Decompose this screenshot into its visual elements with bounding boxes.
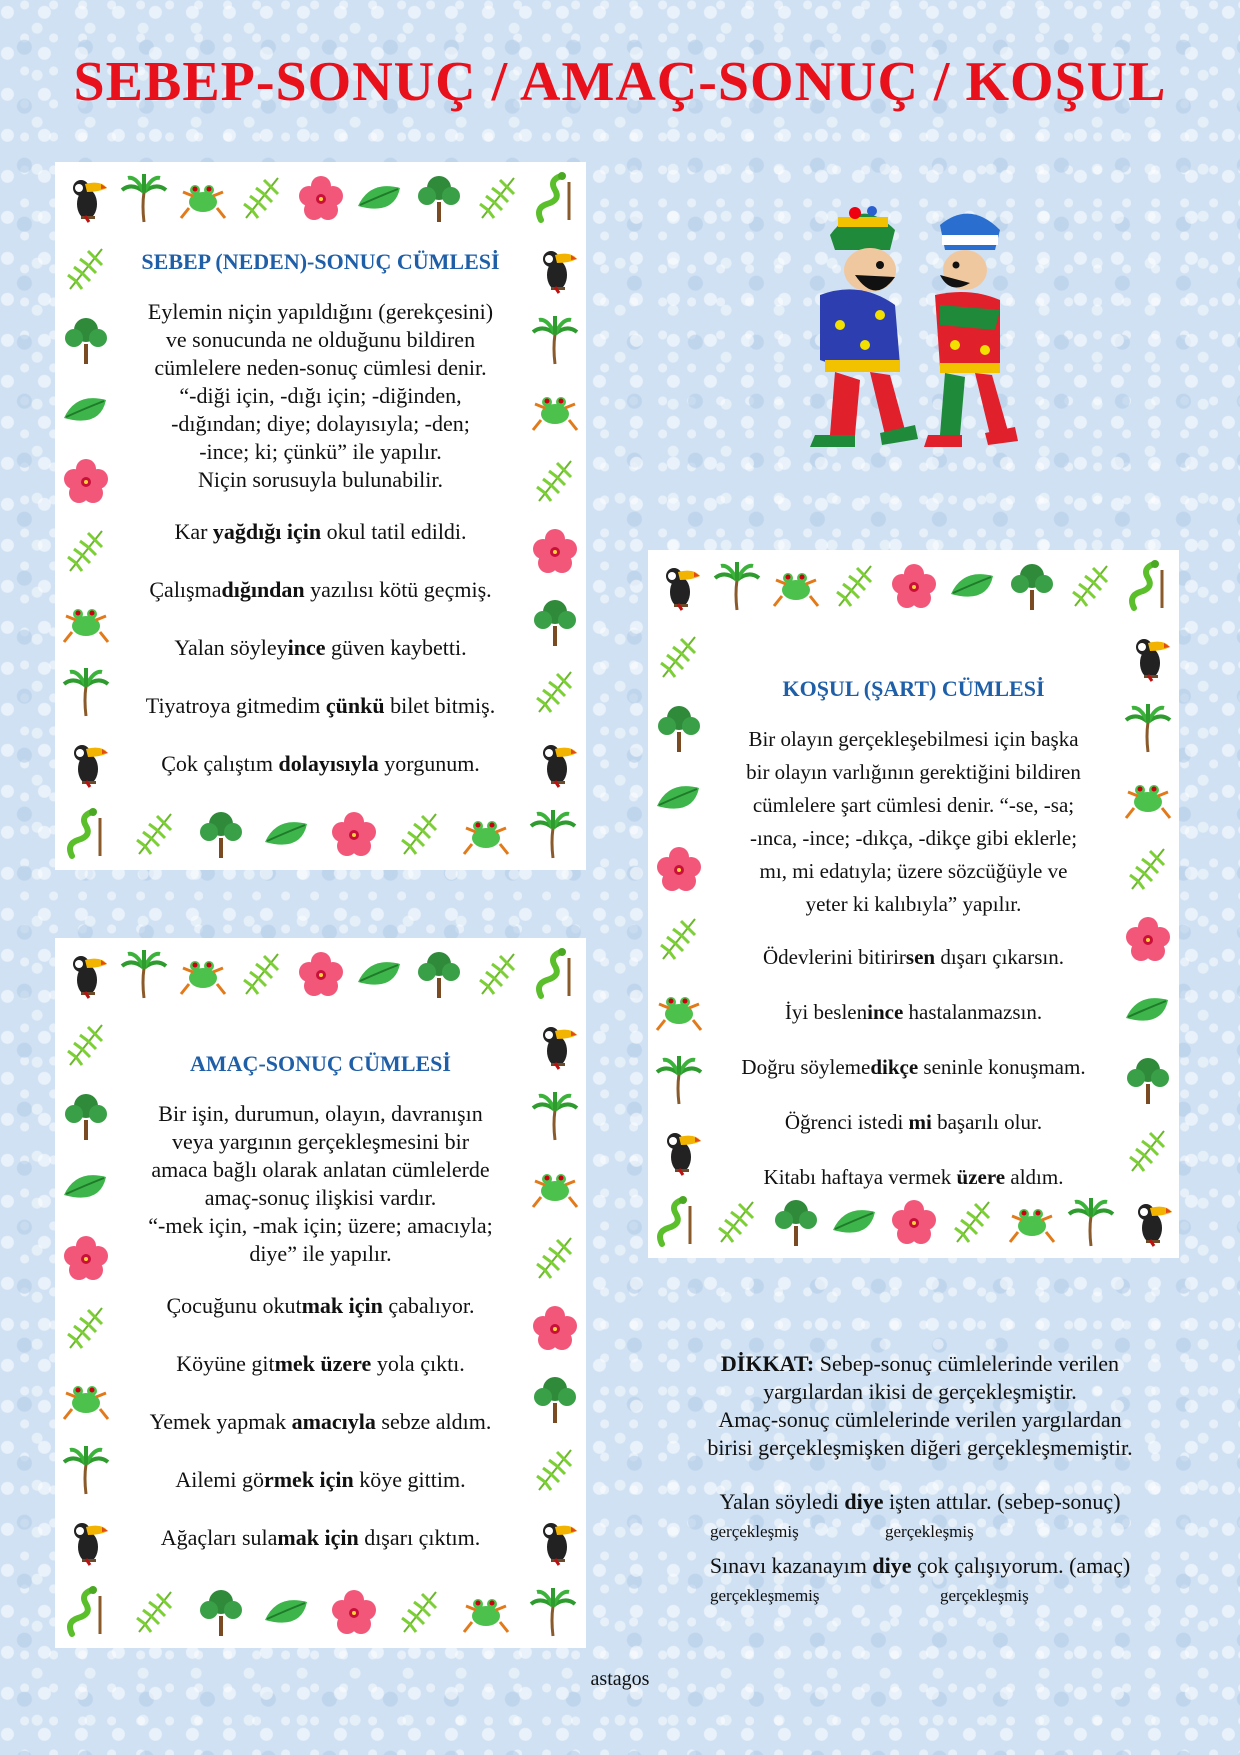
- palm-tree-icon: [529, 1090, 581, 1142]
- snake-icon: [62, 808, 114, 860]
- tree-icon: [60, 1090, 112, 1142]
- fern-leaf-icon: [472, 172, 524, 224]
- example-sentence: Ailemi görmek için köye gittim.: [175, 1467, 466, 1492]
- leaf-icon: [653, 772, 705, 824]
- tree-icon: [195, 808, 247, 860]
- fern-leaf-icon: [394, 1586, 446, 1638]
- palm-tree-icon: [527, 1586, 579, 1638]
- fern-leaf-icon: [129, 1586, 181, 1638]
- fern-leaf-icon: [711, 1196, 763, 1248]
- note-example-1: Yalan söyledi diye işten attılar. (sebep-sonuç) gerçekleşmiş gerçekleşmiş: [650, 1488, 1190, 1544]
- tree-icon: [770, 1196, 822, 1248]
- card-heading: SEBEP (NEDEN)-SONUÇ CÜMLESİ: [141, 249, 500, 274]
- fern-leaf-icon: [529, 666, 581, 718]
- card-heading: AMAÇ-SONUÇ CÜMLESİ: [190, 1051, 451, 1076]
- leaf-icon: [947, 560, 999, 612]
- hibiscus-flower-icon: [328, 1586, 380, 1638]
- page-title: SEBEP-SONUÇ / AMAÇ-SONUÇ / KOŞUL: [73, 51, 1167, 113]
- attention-text: Sebep-sonuç cümlelerinde verilen yargılardan ikisi de gerçekleşmiştir. Amaç-sonuç cümlelerinde verilen yargılardan birisi gerçekleşmişken diğeri gerçekleşmemiştir.: [707, 1351, 1133, 1460]
- palm-tree-icon: [118, 172, 170, 224]
- attention-note: [650, 1350, 1190, 1608]
- tree-icon: [529, 596, 581, 648]
- fern-leaf-icon: [947, 1196, 999, 1248]
- hibiscus-flower-icon: [653, 843, 705, 895]
- example-sentence: Çok çalıştım dolayısıyla yorgunum.: [161, 751, 480, 776]
- frog-icon: [460, 808, 512, 860]
- palm-tree-icon: [60, 1444, 112, 1496]
- toucan-icon: [1124, 1196, 1176, 1248]
- leaf-icon: [829, 1196, 881, 1248]
- card-amac-sonuc: [55, 938, 586, 1648]
- toucan-icon: [60, 1515, 112, 1567]
- example-sentence: Çocuğunu okutmak için çabalıyor.: [166, 1293, 475, 1318]
- fern-leaf-icon: [394, 808, 446, 860]
- fern-leaf-icon: [653, 913, 705, 965]
- palm-tree-icon: [60, 666, 112, 718]
- fern-leaf-icon: [1065, 560, 1117, 612]
- snake-icon: [531, 172, 583, 224]
- tree-icon: [1006, 560, 1058, 612]
- tree-icon: [529, 1373, 581, 1425]
- hibiscus-flower-icon: [60, 455, 112, 507]
- tag-not-realized: gerçekleşmemiş: [710, 1586, 820, 1605]
- card-description: Bir olayın gerçekleşebilmesi için başka bir olayın varlığının gerektiğini bildiren cümlelere şart cümlesi denir. “-se, -sa; -ınca, -ince; -dıkça, -dikçe gibi eklerle; mı, mi edatıyla; üzere sözcüğüyle ve yeter ki kalıbıyla” yapılır.: [746, 727, 1081, 916]
- palm-tree-icon: [1065, 1196, 1117, 1248]
- example-sentence: Köyüne gitmek üzere yola çıktı.: [176, 1351, 465, 1376]
- example-sentence: Kitabı haftaya vermek üzere aldım.: [763, 1165, 1064, 1189]
- snake-icon: [652, 1196, 704, 1248]
- frog-icon: [1006, 1196, 1058, 1248]
- toucan-icon: [59, 172, 111, 224]
- toucan-icon: [59, 948, 111, 1000]
- example-sentence: Ödevlerini bitirirsen dışarı çıkarsın.: [763, 945, 1064, 969]
- fern-leaf-icon: [60, 525, 112, 577]
- tag-realized: gerçekleşmiş: [885, 1522, 974, 1541]
- fern-leaf-icon: [653, 631, 705, 683]
- toucan-icon: [652, 560, 704, 612]
- palm-tree-icon: [527, 808, 579, 860]
- fern-leaf-icon: [129, 808, 181, 860]
- fern-leaf-icon: [529, 1444, 581, 1496]
- card-description: Bir işin, durumun, olayın, davranışın veya yargının gerçekleşmesini bir amaca bağlı olarak anlatan cümlelerde amaç-sonuç ilişkisi vardır. “-mek için, -mak için; üzere; amacıyla; diye” ile yapılır.: [148, 1101, 493, 1266]
- hibiscus-flower-icon: [295, 172, 347, 224]
- hibiscus-flower-icon: [328, 808, 380, 860]
- note-example-2: Sınavı kazanayım diye çok çalışıyorum. (amaç) gerçekleşmemiş gerçekleşmiş: [650, 1552, 1190, 1608]
- snake-icon: [531, 948, 583, 1000]
- tree-icon: [60, 314, 112, 366]
- leaf-icon: [60, 1161, 112, 1213]
- leaf-icon: [1122, 984, 1174, 1036]
- fern-leaf-icon: [529, 1232, 581, 1284]
- palm-tree-icon: [653, 1054, 705, 1106]
- card-heading: KOŞUL (ŞART) CÜMLESİ: [782, 676, 1045, 701]
- attention-label: DİKKAT:: [720, 1351, 815, 1376]
- fern-leaf-icon: [1122, 1125, 1174, 1177]
- toucan-icon: [529, 243, 581, 295]
- palm-tree-icon: [711, 560, 763, 612]
- example-sentence: Yemek yapmak amacıyla sebze aldım.: [149, 1409, 492, 1434]
- tree-icon: [653, 702, 705, 754]
- hibiscus-flower-icon: [888, 560, 940, 612]
- toucan-icon: [529, 737, 581, 789]
- tree-icon: [413, 948, 465, 1000]
- snake-icon: [1124, 560, 1176, 612]
- fern-leaf-icon: [472, 948, 524, 1000]
- snake-icon: [62, 1586, 114, 1638]
- leaf-icon: [60, 384, 112, 436]
- card-sebep-sonuc: [55, 162, 586, 870]
- palm-tree-icon: [1122, 702, 1174, 754]
- fern-leaf-icon: [60, 1302, 112, 1354]
- leaf-icon: [261, 808, 313, 860]
- leaf-icon: [261, 1586, 313, 1638]
- example-sentence: Çalışmadığından yazılısı kötü geçmiş.: [149, 577, 492, 602]
- hibiscus-flower-icon: [295, 948, 347, 1000]
- fern-leaf-icon: [829, 560, 881, 612]
- toucan-icon: [529, 1019, 581, 1071]
- example-sentence: İyi beslenince hastalanmazsın.: [784, 1000, 1043, 1024]
- fern-leaf-icon: [529, 455, 581, 507]
- leaf-icon: [354, 948, 406, 1000]
- palm-tree-icon: [529, 314, 581, 366]
- leaf-icon: [354, 172, 406, 224]
- frog-icon: [529, 1161, 581, 1213]
- frog-icon: [177, 948, 229, 1000]
- frog-icon: [460, 1586, 512, 1638]
- frog-icon: [177, 172, 229, 224]
- toucan-icon: [653, 1125, 705, 1177]
- toucan-icon: [529, 1515, 581, 1567]
- tag-realized: gerçekleşmiş: [940, 1586, 1029, 1605]
- fern-leaf-icon: [60, 243, 112, 295]
- palm-tree-icon: [118, 948, 170, 1000]
- example-sentence: Doğru söylemedikçe seninle konuşmam.: [741, 1055, 1086, 1079]
- fern-leaf-icon: [1122, 843, 1174, 895]
- hibiscus-flower-icon: [529, 525, 581, 577]
- example-sentence: Öğrenci istedi mi başarılı olur.: [784, 1110, 1043, 1134]
- toucan-icon: [1122, 631, 1174, 683]
- example-sentence: Kar yağdığı için okul tatil edildi.: [174, 519, 467, 544]
- frog-icon: [770, 560, 822, 612]
- tree-icon: [195, 1586, 247, 1638]
- toucan-icon: [60, 737, 112, 789]
- fern-leaf-icon: [236, 948, 288, 1000]
- example-sentence: Ağaçları sulamak için dışarı çıktım.: [160, 1525, 481, 1550]
- hibiscus-flower-icon: [529, 1302, 581, 1354]
- card-description: Eylemin niçin yapıldığını (gerekçesini) ve sonucunda ne olduğunu bildiren cümlelere neden-sonuç cümlesi denir. “-diği için, -dığı için; -diğinden, -dığından; diye; dolayısıyla; -den; -ince; ki; çünkü” ile yapılır. Niçin sorusuyla bulunabilir.: [147, 299, 494, 492]
- tag-realized: gerçekleşmiş: [710, 1522, 799, 1541]
- hibiscus-flower-icon: [60, 1232, 112, 1284]
- fern-leaf-icon: [60, 1019, 112, 1071]
- example-sentence: Yalan söyleyince güven kaybetti.: [174, 635, 467, 660]
- tree-icon: [1122, 1054, 1174, 1106]
- fern-leaf-icon: [236, 172, 288, 224]
- karagoz-hacivat-illustration: [800, 195, 1020, 465]
- footer-author: astagos: [590, 1668, 650, 1690]
- hibiscus-flower-icon: [1122, 913, 1174, 965]
- tree-icon: [413, 172, 465, 224]
- hibiscus-flower-icon: [888, 1196, 940, 1248]
- frog-icon: [653, 984, 705, 1036]
- frog-icon: [60, 1373, 112, 1425]
- card-kosul: [648, 550, 1179, 1258]
- frog-icon: [60, 596, 112, 648]
- example-sentence: Tiyatroya gitmedim çünkü bilet bitmiş.: [145, 693, 496, 718]
- frog-icon: [1122, 772, 1174, 824]
- frog-icon: [529, 384, 581, 436]
